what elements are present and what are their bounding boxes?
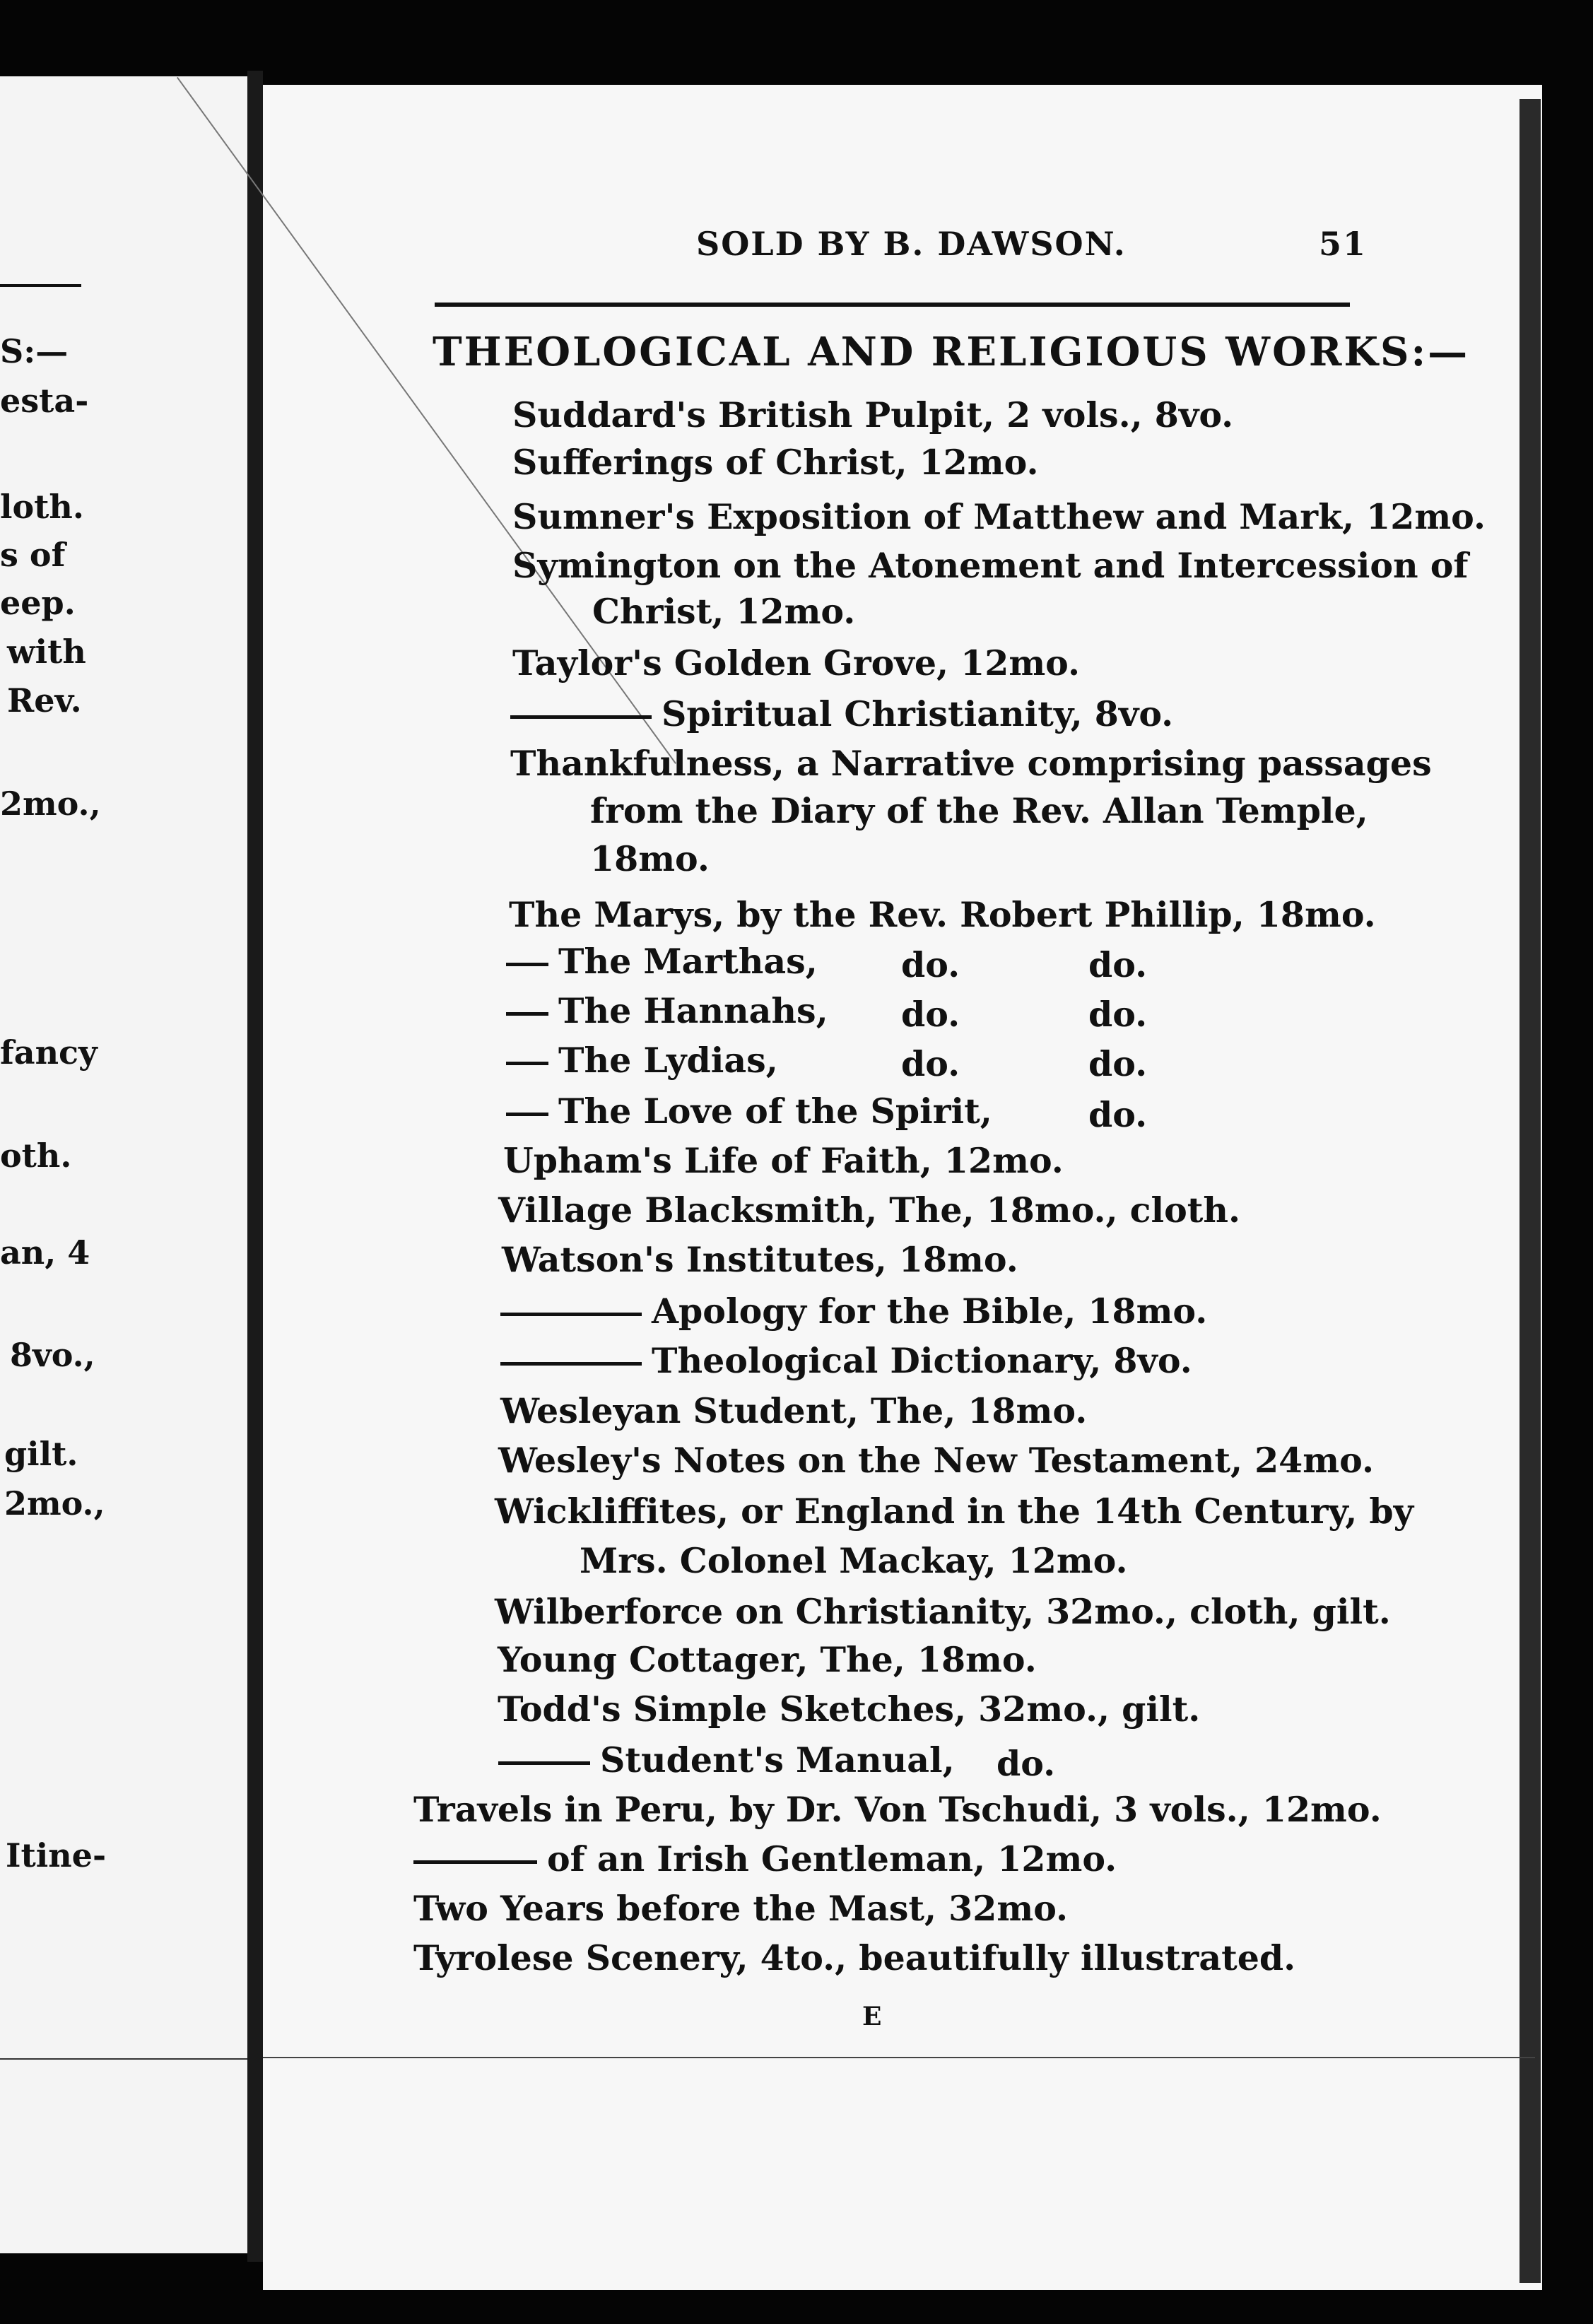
left-fragment: 2mo., (4, 1484, 105, 1522)
ditto-dash (506, 1062, 548, 1065)
catalog-entry: Travels in Peru, by Dr. Von Tschudi, 3 vols., 12mo. (413, 1789, 1382, 1830)
left-fragment: an, 4 (0, 1233, 90, 1272)
page-bottom-rule (263, 2057, 1535, 2058)
ditto-dash (500, 1362, 642, 1366)
catalog-entry: Wesleyan Student, The, 18mo. (500, 1390, 1088, 1431)
catalog-entry-continuation: Christ, 12mo. (592, 591, 856, 632)
catalog-entry-continuation: Mrs. Colonel Mackay, 12mo. (580, 1540, 1128, 1581)
left-fragment: loth. (0, 488, 84, 526)
catalog-entry: Symington on the Atonement and Intercession of (512, 545, 1469, 586)
ditto-dash (498, 1761, 590, 1765)
catalog-entry-continuation: from the Diary of the Rev. Allan Temple, (590, 790, 1368, 831)
catalog-entry (506, 1090, 992, 1132)
ditto-mark: do. (1088, 1094, 1148, 1135)
ditto-dash (500, 1313, 642, 1316)
left-fragment: oth. (0, 1137, 72, 1175)
left-fragment: S:— (0, 332, 69, 370)
catalog-entry: Tyrolese Scenery, 4to., beautifully illustrated. (413, 1937, 1296, 1978)
page-edge-shadow (1519, 99, 1541, 2283)
left-fragment: with (7, 633, 86, 671)
catalog-entry: Wesley's Notes on the New Testament, 24mo. (498, 1440, 1374, 1481)
left-fragment: esta- (0, 382, 89, 420)
ditto-mark: do. (1088, 994, 1148, 1035)
ditto-mark: do. (1088, 944, 1148, 985)
catalog-entry: Village Blacksmith, The, 18mo., cloth. (498, 1190, 1241, 1231)
ditto-mark: do. (901, 944, 960, 985)
left-fragment: fancy (0, 1033, 98, 1072)
ditto-mark: do. (997, 1743, 1056, 1784)
catalog-entry (500, 1290, 1207, 1332)
catalog-entry-continuation: 18mo. (590, 838, 710, 879)
section-title: THEOLOGICAL AND RELIGIOUS WORKS:— (433, 329, 1470, 375)
catalog-entry: The Marys, by the Rev. Robert Phillip, 18mo. (509, 894, 1376, 935)
left-fragment: Itine- (6, 1836, 107, 1874)
ditto-mark: do. (901, 1043, 960, 1084)
running-head: SOLD BY B. DAWSON. (696, 225, 1127, 263)
catalog-entry (506, 1039, 778, 1081)
ditto-dash (510, 715, 652, 719)
entry-text: Spiritual Christianity, 8vo. (662, 693, 1174, 734)
catalog-entry (506, 940, 818, 982)
entry-text: Student's Manual, (600, 1739, 955, 1780)
catalog-entry (510, 693, 1173, 735)
entry-text: Theological Dictionary, 8vo. (652, 1340, 1192, 1381)
left-fragment: s of (0, 536, 66, 574)
left-fragment: 8vo., (10, 1336, 95, 1374)
entry-text: of an Irish Gentleman, 12mo. (547, 1838, 1117, 1879)
left-fragment: 2mo., (0, 785, 101, 823)
catalog-entry: Upham's Life of Faith, 12mo. (503, 1140, 1064, 1181)
left-fragment: eep. (0, 584, 76, 622)
ditto-dash (506, 1113, 548, 1116)
left-fragment: Rev. (7, 681, 82, 720)
ditto-dash (413, 1860, 537, 1864)
header-rule (435, 303, 1350, 307)
signature-mark: E (862, 2002, 882, 2031)
catalog-entry: Suddard's British Pulpit, 2 vols., 8vo. (512, 394, 1234, 435)
catalog-entry: Watson's Institutes, 18mo. (502, 1239, 1018, 1280)
catalog-entry: Two Years before the Mast, 32mo. (413, 1888, 1069, 1929)
catalog-entry: Taylor's Golden Grove, 12mo. (512, 642, 1081, 683)
catalog-entry (413, 1838, 1117, 1880)
left-fragment: gilt. (4, 1435, 78, 1473)
catalog-entry: Sumner's Exposition of Matthew and Mark, 12mo. (512, 496, 1486, 537)
entry-text: The Marthas, (558, 941, 818, 982)
ditto-mark: do. (901, 994, 960, 1035)
catalog-entry (498, 1739, 955, 1781)
catalog-entry: Young Cottager, The, 18mo. (498, 1639, 1037, 1680)
entry-text: Apology for the Bible, 18mo. (652, 1291, 1208, 1332)
catalog-entry (506, 990, 828, 1032)
ditto-dash (506, 1012, 548, 1016)
entry-text: The Love of the Spirit, (558, 1091, 992, 1132)
book-gutter (247, 71, 263, 2262)
catalog-entry: Thankfulness, a Narrative comprising passages (510, 743, 1432, 784)
page-number: 51 (1319, 225, 1368, 263)
left-page-bottom-rule (0, 2058, 253, 2060)
left-page-rule (0, 284, 81, 287)
ditto-dash (506, 963, 548, 966)
catalog-entry: Sufferings of Christ, 12mo. (512, 442, 1039, 483)
catalog-entry (500, 1339, 1192, 1382)
catalog-entry: Todd's Simple Sketches, 32mo., gilt. (498, 1689, 1201, 1730)
catalog-entry: Wickliffites, or England in the 14th Century, by (495, 1491, 1414, 1532)
catalog-entry: Wilberforce on Christianity, 32mo., cloth, gilt. (495, 1591, 1391, 1632)
entry-text: The Lydias, (558, 1040, 778, 1081)
ditto-mark: do. (1088, 1043, 1148, 1084)
entry-text: The Hannahs, (558, 990, 828, 1031)
